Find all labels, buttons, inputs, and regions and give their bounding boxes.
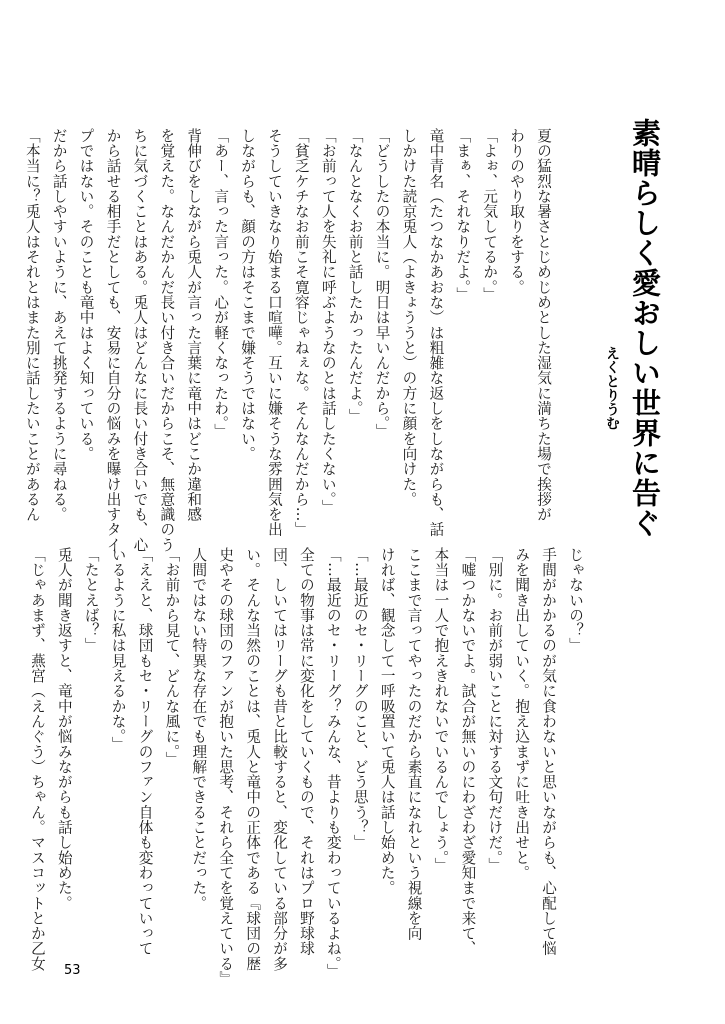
text-line: ければ、観念して一呼吸置いて兎人は話し始めた。 <box>378 547 396 896</box>
text-line: 背伸びをしながら兎人が言った言葉に竜中はどこか違和感 <box>185 128 203 522</box>
text-line: 「なんとなくお前と話したかったんだよ。」 <box>346 128 364 424</box>
text-line: 「あー、言った言った。心が軽くなったわ。」 <box>212 128 230 439</box>
text-line: 竜中青名（たつなかあおな）は粗雑な返しをしながらも、話 <box>427 128 445 538</box>
text-line: 「お前から見て、どんな風に。」 <box>163 547 181 767</box>
upper-text-block <box>23 128 556 553</box>
author-name: えくとりうむ <box>604 346 620 430</box>
text-line: 「貧乏ケチなお前こそ寛容じゃねぇな。そんなんだから…」 <box>292 128 310 538</box>
text-line: じゃないの？」 <box>567 547 584 654</box>
page-number: 53 <box>64 963 81 978</box>
text-line: 兎人が聞き返すと、竜中が悩みながらも話し始めた。 <box>55 547 73 911</box>
text-line: 史やその球団のファンが抱いた思考、それら全てを覚えている』 <box>217 547 235 987</box>
text-line: を覚えた。なんだかんだ長い付き合いだからこそ、無意識のう <box>158 128 176 553</box>
text-line: 夏の猛烈な暑さとじめじめとした湿気に満ちた場で挨拶が <box>535 128 552 522</box>
text-line: 「別に。お前が弱いことに対する文句だけだ。」 <box>486 547 504 873</box>
text-line: 全ての物事は常に変化をしていくもので、それはプロ野球球 <box>297 547 315 957</box>
text-line: しながらも、顔の方はそこまで嫌そうではない。 <box>239 128 257 462</box>
text-line: 「…最近のセ・リーグ？みんな、昔よりも変わっているよね。」 <box>324 547 342 980</box>
text-line: しかけた読京兎人（よきょううと）の方に顔を向けた。 <box>400 128 418 507</box>
text-line: 「よぉ、元気してるか。」 <box>481 128 499 303</box>
text-line: い。そんな当然のことは、兎人と竜中の正体である『球団の歴 <box>244 547 262 972</box>
text-line: ちに気づくことはある。兎人はどんなに長い付き合いでも、心 <box>131 128 149 553</box>
text-line: 「ええと、球団もセ・リーグのファン自体も変わっていって <box>136 547 154 957</box>
text-line: から話せる相手だとしても、安易に自分の悩みを曝け出すタイ <box>104 128 122 553</box>
text-line: そうしていきなり始まる口喧嘩。互いに嫌そうな雰囲気を出 <box>265 128 283 538</box>
text-line: だから話しやすいように、あえて挑発するように尋ねる。 <box>50 128 68 522</box>
text-line: 「お前って人を失礼に呼ぶようなのとは話したくない。」 <box>319 128 337 515</box>
text-line: 「たとえば？」 <box>82 547 100 654</box>
text-line: 「…最近のセ・リーグのこと、どう思う？」 <box>351 547 369 850</box>
text-line: プではない。そのことも竜中はよく知っている。 <box>77 128 95 462</box>
text-line: 人間ではない特異な存在でも理解できることだった。 <box>190 547 208 911</box>
text-line: 団、しいてはリーグも昔と比較すると、変化している部分が多 <box>271 547 289 972</box>
text-line: 本当は一人で抱えきれないでいるんでしょう。」 <box>432 547 450 873</box>
text-line: 手間がかかるのが気に食わないと思いながらも、心配して悩 <box>540 547 558 957</box>
text-line: いるように私は見えるかな。」 <box>109 547 127 752</box>
text-line: 「どうしたの本当に。明日は早いんだから。」 <box>373 128 391 439</box>
text-line: 「本当に？兎人はそれとはまた別に話したいことがあるん <box>23 128 41 522</box>
text-line: 「まぁ、それなりだよ。」 <box>454 128 472 303</box>
text-line: みを聞き出していく。抱え込まずに吐き出せと。 <box>513 547 531 881</box>
text-line: ここまで言ってやったのだから素直になれという視線を向 <box>405 547 423 941</box>
story-title: 素晴らしく愛おしい世界に告ぐ <box>628 118 662 538</box>
text-line: 「嘘つかないでよ。試合が無いのにわざわざ愛知まで来て、 <box>459 547 477 957</box>
text-line: わりのやり取りをする。 <box>508 128 526 295</box>
text-line: 「じゃあまず、燕宮（えんぐう）ちゃん。マスコットとか乙女 <box>28 547 46 972</box>
